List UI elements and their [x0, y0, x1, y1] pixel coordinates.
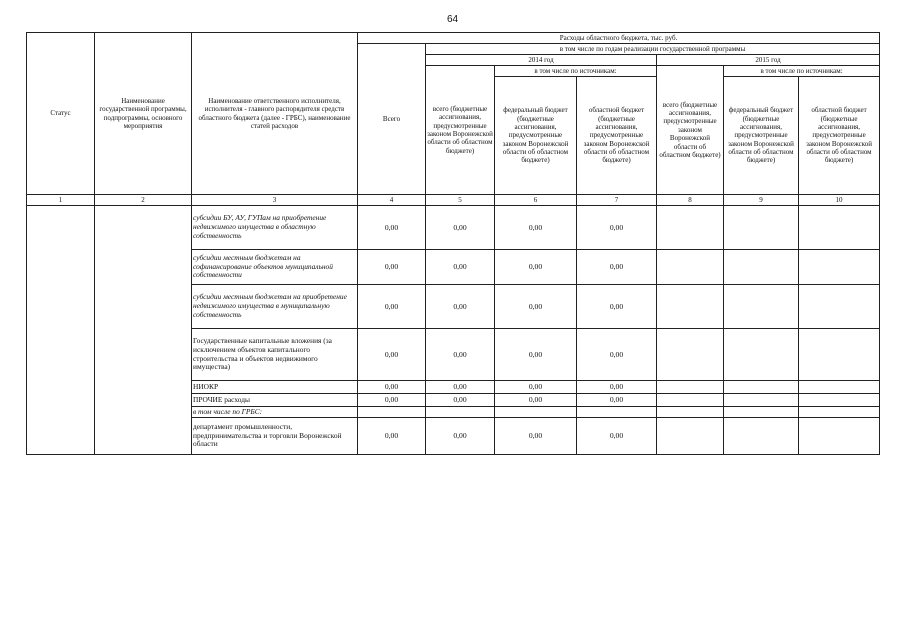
header-status: Статус [27, 33, 95, 195]
value-cell [495, 407, 577, 418]
value-cell [657, 381, 724, 394]
header-program-name: Наименование государственной программы, подпрограммы, основного мероприятия [95, 33, 192, 195]
value-cell: 0,00 [426, 381, 495, 394]
value-cell [724, 329, 799, 381]
value-cell: 0,00 [358, 329, 426, 381]
row-label: субсидии БУ, АУ, ГУПам на приобретение недвижимого имущества в областную собственность [192, 206, 358, 250]
column-number: 10 [799, 195, 880, 206]
value-cell: 0,00 [495, 381, 577, 394]
header-by-years: в том числе по годам реализации государственной программы [426, 44, 880, 55]
value-cell: 0,00 [426, 329, 495, 381]
page-number: 64 [446, 14, 459, 25]
value-cell [799, 285, 880, 329]
value-cell [724, 407, 799, 418]
value-cell: 0,00 [358, 418, 426, 455]
value-cell [724, 285, 799, 329]
value-cell [799, 206, 880, 250]
value-cell: 0,00 [358, 381, 426, 394]
row-label: НИОКР [192, 381, 358, 394]
header-by-sources-2015: в том числе по источникам: [724, 66, 880, 77]
budget-table [26, 32, 880, 455]
column-number: 9 [724, 195, 799, 206]
value-cell: 0,00 [577, 418, 657, 455]
header-year-2015: 2015 год [657, 55, 880, 66]
value-cell [657, 250, 724, 285]
column-number: 1 [27, 195, 95, 206]
column-number: 6 [495, 195, 577, 206]
program-name-cell [95, 206, 192, 455]
column-number: 3 [192, 195, 358, 206]
value-cell [724, 250, 799, 285]
row-label: субсидии местным бюджетам на приобретение недвижимого имущества в муниципальную собственность [192, 285, 358, 329]
value-cell: 0,00 [358, 250, 426, 285]
value-cell [358, 407, 426, 418]
value-cell [657, 407, 724, 418]
header-budget-title: Расходы областного бюджета, тыс. руб. [358, 33, 880, 44]
value-cell: 0,00 [426, 206, 495, 250]
value-cell: 0,00 [495, 418, 577, 455]
value-cell: 0,00 [577, 285, 657, 329]
header-all-2014: всего (бюджетные ассигнования, предусмотренные законом Воронежской области об областном бюджете) [426, 66, 495, 195]
value-cell: 0,00 [426, 394, 495, 407]
value-cell [657, 329, 724, 381]
header-regional-2014: областной бюджет (бюджетные ассигнования, предусмотренные законом Воронежской области об областном бюджете) [577, 77, 657, 195]
value-cell [426, 407, 495, 418]
value-cell [799, 407, 880, 418]
row-label: Государственные капитальные вложения (за исключением объектов капитального строительства и объектов недвижимого имущества) [192, 329, 358, 381]
header-all-2015: всего (бюджетные ассигнования, предусмотренные законом Воронежской области об областном бюджете) [657, 66, 724, 195]
column-number: 4 [358, 195, 426, 206]
value-cell: 0,00 [426, 250, 495, 285]
header-regional-2015: областной бюджет (бюджетные ассигнования, предусмотренные законом Воронежской области об областном бюджете) [799, 77, 880, 195]
column-number: 2 [95, 195, 192, 206]
column-number: 8 [657, 195, 724, 206]
header-federal-2014: федеральный бюджет (бюджетные ассигнования, предусмотренные законом Воронежской области об областном бюджете) [495, 77, 577, 195]
value-cell [724, 206, 799, 250]
value-cell: 0,00 [426, 285, 495, 329]
value-cell [657, 206, 724, 250]
value-cell [799, 394, 880, 407]
value-cell: 0,00 [495, 329, 577, 381]
value-cell: 0,00 [358, 285, 426, 329]
header-total: Всего [358, 44, 426, 195]
row-label: субсидии местным бюджетам на софинансирование объектов муниципальной собственности [192, 250, 358, 285]
table-row [27, 206, 880, 250]
row-label: ПРОЧИЕ расходы [192, 394, 358, 407]
value-cell: 0,00 [426, 418, 495, 455]
value-cell [799, 418, 880, 455]
value-cell [799, 329, 880, 381]
header-year-2014: 2014 год [426, 55, 657, 66]
value-cell: 0,00 [358, 206, 426, 250]
value-cell: 0,00 [577, 329, 657, 381]
value-cell [657, 394, 724, 407]
value-cell: 0,00 [495, 250, 577, 285]
value-cell: 0,00 [577, 381, 657, 394]
value-cell [724, 381, 799, 394]
header-federal-2015: федеральный бюджет (бюджетные ассигнования, предусмотренные законом Воронежской области об областном бюджете) [724, 77, 799, 195]
column-number: 5 [426, 195, 495, 206]
value-cell [724, 418, 799, 455]
value-cell [657, 418, 724, 455]
value-cell [799, 381, 880, 394]
header-executor: Наименование ответственного исполнителя, исполнителя - главного распорядителя средств областного бюджета (далее - ГРБС), наименование статей расходов [192, 33, 358, 195]
header-by-sources-2014: в том числе по источникам: [495, 66, 657, 77]
value-cell: 0,00 [358, 394, 426, 407]
column-number: 7 [577, 195, 657, 206]
value-cell [577, 407, 657, 418]
row-label: в том числе по ГРБС: [192, 407, 358, 418]
value-cell: 0,00 [577, 250, 657, 285]
value-cell: 0,00 [495, 206, 577, 250]
value-cell: 0,00 [577, 394, 657, 407]
row-label: департамент промышленности, предпринимательства и торговли Воронежской области [192, 418, 358, 455]
status-cell [27, 206, 95, 455]
value-cell [799, 250, 880, 285]
value-cell: 0,00 [577, 206, 657, 250]
value-cell: 0,00 [495, 285, 577, 329]
value-cell [657, 285, 724, 329]
value-cell [724, 394, 799, 407]
value-cell: 0,00 [495, 394, 577, 407]
